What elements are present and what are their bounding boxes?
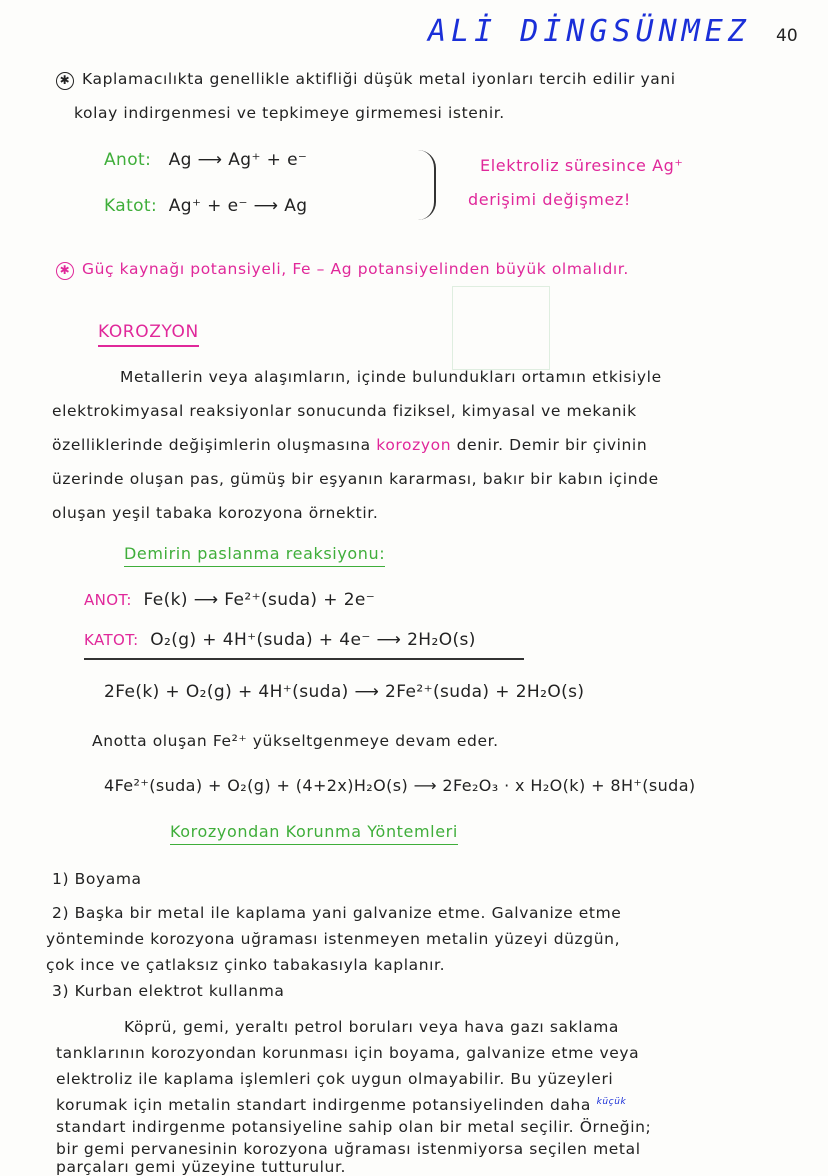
protection-paragraph-line-1: Köprü, gemi, yeraltı petrol boruları veya hava gazı saklama (124, 1018, 620, 1036)
protection-paragraph-line-3: elektroliz ile kaplama işlemleri çok uygun olmayabilir. Bu yüzeyleri (56, 1070, 614, 1088)
rust-anot-row: ANOT: Fe(k) ⟶ Fe²⁺(suda) + 2e⁻ (84, 590, 376, 610)
protection-item-3: 3) Kurban elektrot kullanma (52, 982, 285, 1000)
protection-paragraph-line-7: parçaları gemi yüzeyine tutturulur. (56, 1158, 347, 1176)
section-title-korozyon: KOROZYON (98, 322, 199, 347)
definition-line-2: elektrokimyasal reaksiyonlar sonucunda fiziksel, kimyasal ve mekanik (52, 402, 637, 420)
rust-katot-row: KATOT: O₂(g) + 4H⁺(suda) + 4e⁻ ⟶ 2H₂O(s) (84, 630, 476, 650)
protection-item-2-line-1: 2) Başka bir metal ile kaplama yani galvanize etme. Galvanize etme (52, 904, 622, 922)
sum-line-divider (84, 658, 524, 660)
rust-continue-text: Anotta oluşan Fe²⁺ yükseltgenmeye devam eder. (92, 732, 499, 750)
protection-item-2-line-2: yönteminde korozyona uğraması istenmeyen metalin yüzeyi düzgün, (46, 930, 621, 948)
rust-reaction-title: Demirin paslanma reaksiyonu: (124, 544, 385, 567)
rust-final-equation: 4Fe²⁺(suda) + O₂(g) + (4+2x)H₂O(s) ⟶ 2Fe₂O₃ · x H₂O(k) + 8H⁺(suda) (104, 776, 696, 795)
definition-line-5: oluşan yeşil tabaka korozyona örnektir. (52, 504, 379, 522)
protection-paragraph-line-4: korumak için metalin standart indirgenme potansiyelinden daha $^{küçük}$ (56, 1096, 627, 1114)
note-2: ✱ Güç kaynağı potansiyeli, Fe – Ag potansiyelinden büyük olmalıdır. (56, 260, 629, 280)
brace-divider (418, 150, 436, 220)
protection-title: Korozyondan Korunma Yöntemleri (170, 822, 458, 845)
definition-line-3: özelliklerinde değişimlerin oluşmasına korozyon denir. Demir bir çivinin (52, 436, 648, 454)
definition-line-4: üzerinde oluşan pas, gümüş bir eşyanın kararması, bakır bir kabın içinde (52, 470, 659, 488)
electrolysis-remark-line-2: derişimi değişmez! (468, 190, 631, 209)
asterisk-bullet-icon: ✱ (56, 72, 74, 90)
anot-equation-row: Anot: Ag ⟶ Ag⁺ + e⁻ (104, 150, 308, 170)
protection-paragraph-line-5: standart indirgenme potansiyeline sahip olan bir metal seçilir. Örneğin; (56, 1118, 652, 1136)
protection-item-2-line-3: çok ince ve çatlaksız çinko tabakasıyla kaplanır. (46, 956, 446, 974)
note-1-line-1: ✱ Kaplamacılıkta genellikle aktifliği düşük metal iyonları tercih edilir yani (56, 70, 676, 90)
author-name: ALİ DİNGSÜNMEZ (428, 14, 751, 49)
protection-item-1: 1) Boyama (52, 870, 142, 888)
electrolysis-remark-line-1: Elektroliz süresince Ag⁺ (480, 156, 684, 175)
katot-equation-row: Katot: Ag⁺ + e⁻ ⟶ Ag (104, 196, 308, 216)
protection-paragraph-line-6: bir gemi pervanesinin korozyona uğraması istenmiyorsa seçilen metal (56, 1140, 641, 1158)
definition-line-1: Metallerin veya alaşımların, içinde bulundukları ortamın etkisiyle (120, 368, 662, 386)
page-number: 40 (776, 26, 798, 46)
inserted-word-kucuk: küçük (596, 1097, 627, 1107)
asterisk-bullet-icon: ✱ (56, 262, 74, 280)
term-korozyon: korozyon (376, 436, 452, 454)
faint-box-mark (452, 286, 550, 370)
protection-paragraph-line-2: tanklarının korozyondan korunması için boyama, galvanize etme veya (56, 1044, 640, 1062)
note-1-line-2: kolay indirgenmesi ve tepkimeye girmemesi istenir. (74, 104, 505, 122)
rust-net-equation: 2Fe(k) + O₂(g) + 4H⁺(suda) ⟶ 2Fe²⁺(suda) + 2H₂O(s) (104, 682, 585, 702)
